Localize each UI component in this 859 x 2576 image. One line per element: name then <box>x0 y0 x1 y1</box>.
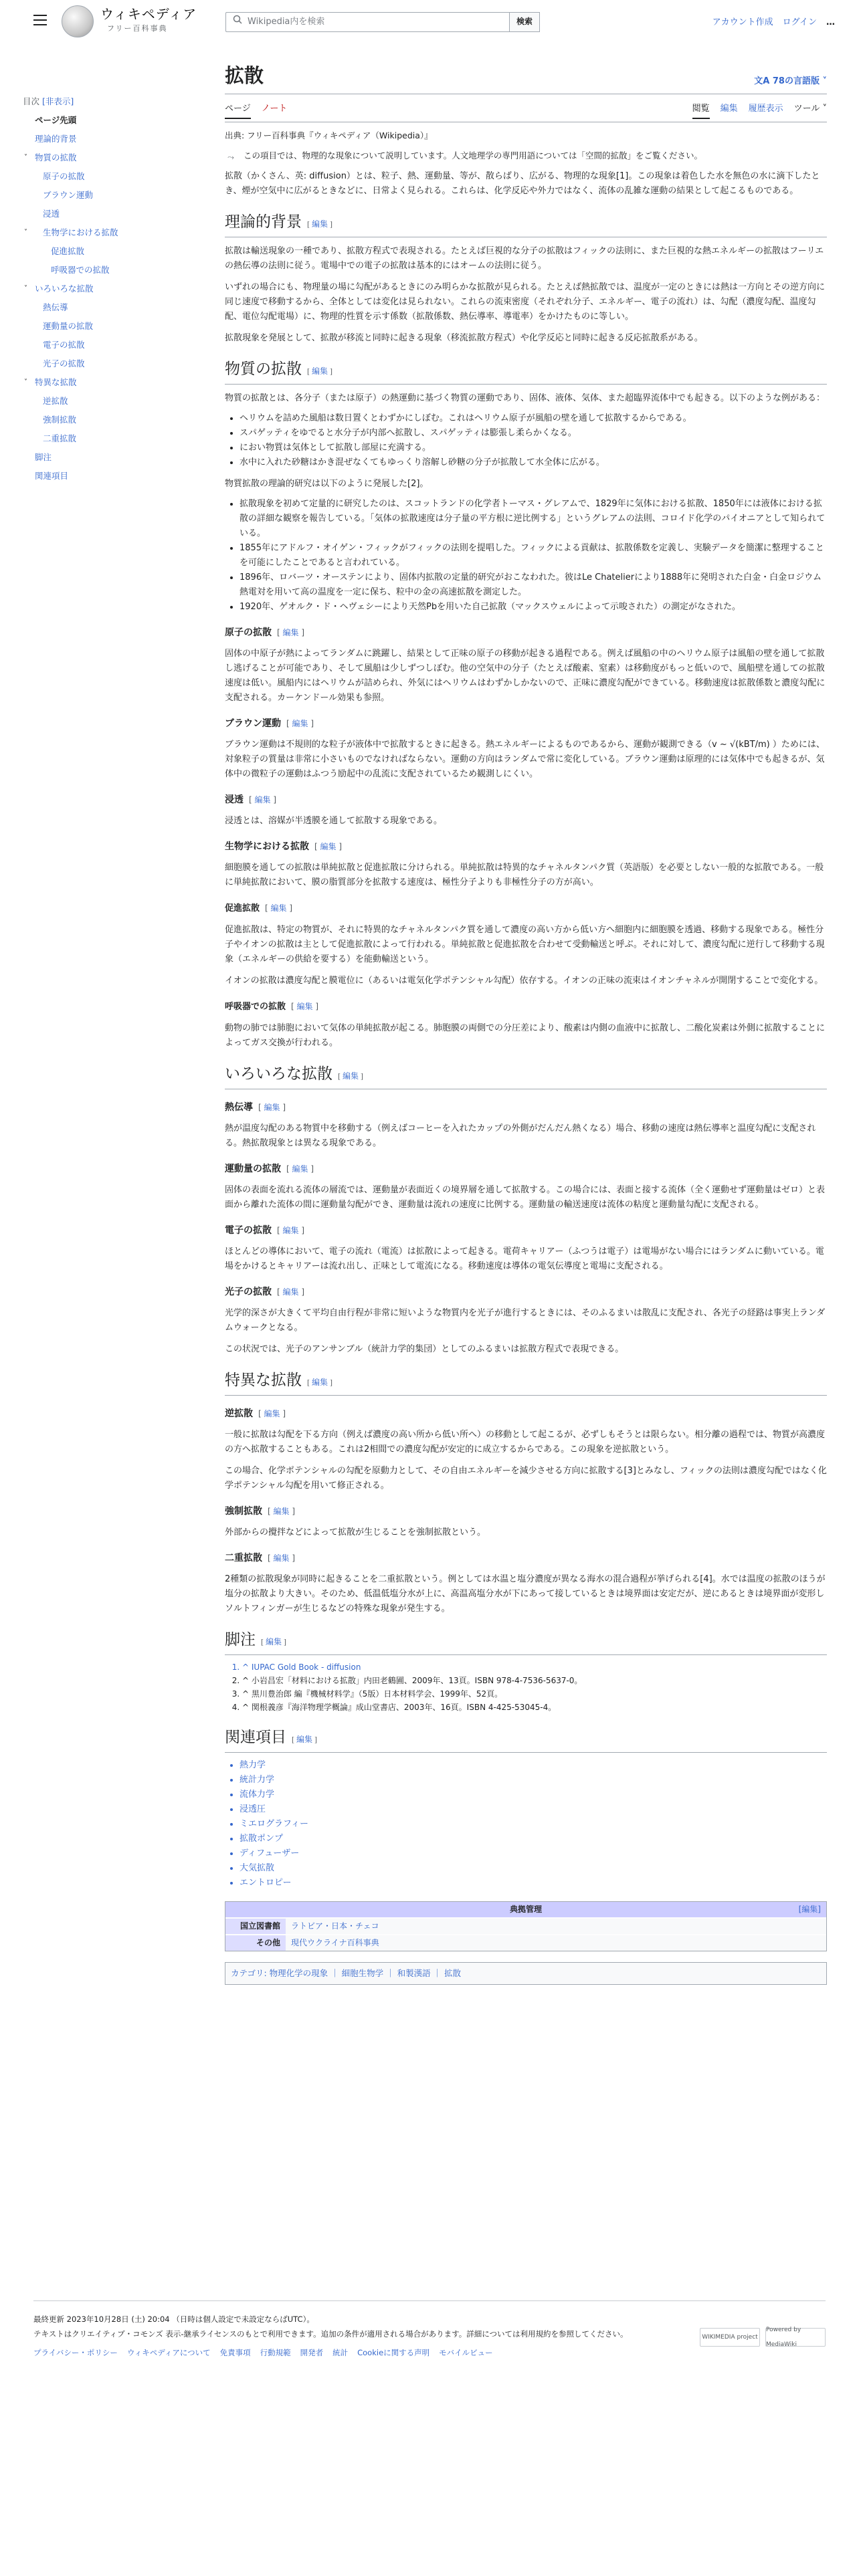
related-link[interactable]: • エントロピー <box>240 1876 827 1891</box>
paragraph: 固体の表面を流れる流体の層流では、運動量が表面近くの境界層を通して拡散する。この場合には、表面と接する流体（全く運動せず運動量はゼロ）と表面から離れた流体の間に運動量勾配ができ、運動量は流れの速度に比例する。運動量の輸送速度は流体の粘度と運動量勾配に支配される。 <box>225 1184 826 1210</box>
toc-item-label: 電子の拡散 <box>43 340 85 350</box>
paragraph: 熱が温度勾配のある物質中を移動する（例えばコーヒーを入れたカップの外側がだんだん熱くなる）場合、移動の速度は熱伝導率と温度勾配に支配される。熱拡散現象とは異なる現象である。 <box>225 1123 816 1148</box>
related-link[interactable]: • ミエログラフィー <box>240 1817 827 1832</box>
paragraph: 光学的深さが大きくて平均自由行程が非常に短いような物質内を光子が進行するときには、そのふるまいは散乱に支配され、各光子の経路は事実上ランダムウォークとなる。 <box>225 1307 826 1333</box>
list-item: • ヘリウムを詰めた風船は数日置くとわずかにしぼむ。これはヘリウム原子が風船の壁を通して拡散するからである。 <box>240 411 827 426</box>
page-title: 拡散 文A 78の言語版 ˅ <box>225 64 827 94</box>
toc-hide-link[interactable]: [非表示] <box>42 96 74 106</box>
section-edit-link[interactable]: 編集 <box>266 1636 282 1646</box>
footer-link[interactable]: 行動規範 <box>260 2348 291 2357</box>
toc-list <box>23 111 177 486</box>
login-link[interactable]: ログイン <box>782 17 817 27</box>
toc-item[interactable] <box>23 280 177 298</box>
section-edit-link[interactable]: 編集 <box>343 1071 359 1081</box>
subsection-heading: 原子の拡散 [ 編集 ] <box>225 627 305 638</box>
navbox-row: その他 現代ウクライナ百科事典 <box>225 1934 826 1951</box>
toc-item[interactable] <box>23 130 177 148</box>
examples-list <box>240 411 827 470</box>
table-of-contents <box>23 92 177 486</box>
footer-link[interactable]: ウィキペディアについて <box>126 2348 211 2357</box>
paragraph: 拡散は輸送現象の一種であり、拡散方程式で表現される。たとえば巨視的な分子の拡散はフィックの法則に、また巨視的な熱エネルギーの拡散はフーリエの熱伝導の法則に従う。電場中での電子の拡散は基本的にはオームの法則に従う。 <box>225 245 824 271</box>
toc-item[interactable] <box>23 336 177 354</box>
toc-item[interactable] <box>23 298 177 317</box>
tab-read[interactable]: 閲覧 <box>692 102 710 119</box>
toc-item-label: 熱伝導 <box>43 302 68 312</box>
create-account-link[interactable]: アカウント作成 <box>712 17 773 27</box>
toc-item-label: 理論的背景 <box>35 134 77 144</box>
toc-heading: 目次 [非表示] <box>23 96 74 106</box>
subsection-heading: 電子の拡散 [ 編集 ] <box>225 1224 305 1236</box>
toc-item-label: 脚注 <box>35 452 52 462</box>
paragraph: 2種類の拡散現象が同時に起きることを二重拡散という。例としては水温と塩分濃度が異なる海水の混合過程が挙げられる[4]。水では温度の拡散のほうが塩分の拡散より大きい。そのため、低温低塩分水が上に、高温高塩分水が下にあって接しているときは境界面は安定だが、逆にあるときは境界面が変形しソルトフィンガーが生じるなどの特殊な現象が発生する。 <box>225 1574 826 1614</box>
related-link[interactable]: • ディフューザー <box>240 1846 827 1861</box>
wikimedia-badge[interactable]: WIKIMEDIA project <box>700 2328 760 2347</box>
paragraph: 固体の中原子が熱によってランダムに跳躍し、結果として正味の原子の移動が起きる過程である。例えば風船の中のヘリウム原子は風船の壁を通して拡散し逃げることが可能であり、そして風船は少しずつしぼむ。他の空気中の分子（たとえば酸素、窒素）は移動度がもっと低いので、風船壁を通しての拡散速度は低い。風船内にはヘリウムが詰められ、外気にはヘリウムはわずかしかないので、正味に濃度勾配ができている。移動速度は拡散係数と濃度勾配に支配される。カーケンドール効果も参照。 <box>225 648 826 703</box>
subsection-heading: 促進拡散 [ 編集 ] <box>225 903 293 914</box>
navbox-edit-link[interactable]: [編集] <box>798 1904 821 1914</box>
personal-tools <box>712 16 835 30</box>
subsection-heading: 二重拡散 [ 編集 ] <box>225 1552 296 1564</box>
search-form <box>225 12 540 32</box>
reference-item: 3. ^ 黒川豊治郎 編『機械材料学』（5版）日本材料学会、1999年、52頁。 <box>242 1687 827 1701</box>
related-link[interactable]: • 流体力学 <box>240 1788 827 1802</box>
section-edit-link[interactable]: 編集 <box>312 219 328 229</box>
toc-item[interactable] <box>23 186 177 205</box>
toc-item-label: 浸透 <box>43 209 60 219</box>
section-edit-link[interactable]: 編集 <box>273 1553 290 1563</box>
chevron-down-icon[interactable]: ˅ <box>24 285 27 292</box>
reference-item: 4. ^ 関根義彦『海洋物理学概論』成山堂書店、2003年、16頁。ISBN 4-425-53045-4。 <box>242 1701 827 1714</box>
toc-item[interactable] <box>23 317 177 336</box>
disambiguation-icon: ⤳ <box>227 151 235 162</box>
toc-item-label: 二重拡散 <box>43 433 77 443</box>
license-text: テキストはクリエイティブ・コモンズ 表示-継承ライセンスのもとで利用できます。追加の条件が適用される場合があります。詳細については利用規約を参照してください。 <box>33 2329 628 2339</box>
paragraph: この場合、化学ポテンシャルの勾配を原動力として、その自由エネルギーを減少させる方向に拡散する[3]とみなし、フィックの法則は濃度勾配ではなく化学ポテンシャル勾配を用いて修正される。 <box>225 1465 827 1491</box>
toc-item[interactable] <box>23 448 177 467</box>
toc-item[interactable] <box>23 411 177 429</box>
subsection-heading: 熱伝導 [ 編集 ] <box>225 1101 286 1113</box>
footer-links <box>33 2345 826 2360</box>
related-link[interactable]: • 熱力学 <box>240 1758 827 1773</box>
tab-edit[interactable]: 編集 <box>720 104 738 114</box>
tab-page[interactable]: ページ <box>225 102 251 119</box>
paragraph: 細胞膜を通しての拡散は単純拡散と促進拡散に分けられる。単純拡散は特異的なチャネルタンパク質（英語版）を必要としない一般的な拡散である。一般に単純拡散において、膜の脂質部分を拡散する速度は、極性分子よりも非極性分子の方が高い。 <box>225 862 824 887</box>
search-placeholder: Wikipedia内を検索 <box>248 16 325 27</box>
intro-paragraph: 拡散（かくさん、英: diffusion）とは、粒子、熱、運動量、等が、散らばり、広がる、物理的な現象[1]。この現象は着色した水を無色の水に滴下したとき、煙が空気中に広がるときなどに、日常よく見られる。これらは、化学反応や外力ではなく、流体の乱雑な運動の結果として起こるものである。 <box>225 171 820 196</box>
section-edit-link[interactable]: 編集 <box>292 1164 308 1174</box>
section-edit-link[interactable]: 編集 <box>282 1225 299 1235</box>
reference-item: 2. ^ 小岩昌宏「材料における拡散」内田老鶴圃、2009年、13頁。ISBN 978-4-7536-5637-0。 <box>242 1674 827 1687</box>
footer-badges <box>700 2328 826 2347</box>
site-title[interactable]: ウィキペディア <box>100 6 197 22</box>
paragraph: 物質拡散の理論的研究は以下のように発展した[2]。 <box>225 478 429 489</box>
search-button[interactable]: 検索 <box>509 12 540 32</box>
section-edit-link[interactable]: 編集 <box>264 1102 280 1112</box>
tab-talk[interactable]: ノート <box>261 104 288 114</box>
list-item: • におい物質は気体として拡散し部屋に充満する。 <box>240 441 827 455</box>
subsection-heading: 呼吸器での拡散 [ 編集 ] <box>225 1001 319 1012</box>
toc-item[interactable] <box>23 354 177 373</box>
toc-item[interactable] <box>23 223 177 242</box>
subsection-heading: 光子の拡散 [ 編集 ] <box>225 1286 305 1297</box>
last-modified: 最終更新 2023年10月28日 (土) 20:04 （日時は個人設定で未設定ならばUTC）。 <box>33 2315 314 2324</box>
main-menu-icon[interactable] <box>33 15 47 25</box>
toc-item[interactable] <box>23 392 177 411</box>
reference-item[interactable]: 1. ^ IUPAC Gold Book - diffusion <box>242 1660 827 1674</box>
toc-item[interactable] <box>23 429 177 448</box>
section-edit-link[interactable]: 編集 <box>296 1001 313 1011</box>
subsection-heading: 運動量の拡散 [ 編集 ] <box>225 1163 314 1174</box>
list-item: • 拡散現象を初めて定量的に研究したのは、スコットランドの化学者トーマス・グレアムで、1829年に気体における拡散、1850年には液体における拡散の詳細な観察を報告している。「気体の拡散速度は分子量の平方根に逆比例する」というグレアムの法則、コロイド化学のパイオニアとして知られている。 <box>240 497 827 541</box>
toc-item-label: 光子の拡散 <box>43 358 85 368</box>
toc-item-label: 関連項目 <box>35 471 69 481</box>
language-button[interactable]: 文A 78の言語版 ˅ <box>754 76 827 86</box>
history-list <box>240 497 827 615</box>
subsection-heading: 強制拡散 [ 編集 ] <box>225 1505 296 1517</box>
subsection-heading: 生物学における拡散 [ 編集 ] <box>225 841 343 852</box>
paragraph: この状況では、光子のアンサンブル（統計力学的集団）としてのふるまいは拡散方程式で表現できる。 <box>225 1344 624 1354</box>
toc-item-label: 逆拡散 <box>43 396 68 406</box>
section-heading: 脚注 [ 編集 ] <box>225 1630 827 1655</box>
section-edit-link[interactable]: 編集 <box>264 1408 280 1418</box>
section-edit-link[interactable]: 編集 <box>312 366 328 376</box>
toc-item-label: いろいろな拡散 <box>35 284 94 294</box>
search-icon <box>233 15 242 29</box>
related-list <box>240 1758 827 1891</box>
toc-item-label: 促進拡散 <box>51 246 85 256</box>
section-edit-link[interactable]: 編集 <box>296 1734 313 1744</box>
more-options-icon[interactable]: … <box>826 17 835 27</box>
toc-item[interactable] <box>23 205 177 223</box>
authority-control-navbox <box>225 1901 827 1952</box>
paragraph: ほとんどの導体において、電子の流れ（電流）は拡散によって起きる。電荷キャリアー（ふつうは電子）は電場がない場合にはランダムに動いている。電場をかけるとキャリアーは流れ出し、正味として電流になる。移動速度は導体の電気伝導度と電場に支配される。 <box>225 1246 824 1271</box>
toc-item[interactable] <box>23 111 177 130</box>
list-item: • 1896年、ロバーツ・オーステンにより、固体内拡散の定量的研究がおこなわれた。彼はLe Chatelierにより1888年に発明された白金・白金ロジウム熱電対を用いて高の温度を一定に保ち、粒中の金の高速拡散を測定した。 <box>240 570 827 600</box>
footer-link[interactable]: 統計 <box>332 2348 349 2357</box>
footer-link[interactable]: 開発者 <box>300 2348 324 2357</box>
paragraph: 促進拡散は、特定の物質が、それに特異的なチャネルタンパク質を通して濃度の高い方から低い方へ細胞内に細胞膜を透過、移動する現象である。極性分子やイオンの拡散は主として促進拡散によって行われる。単純拡散と促進拡散を合わせて受動輸送と呼ぶ。それに対して、濃度勾配に逆行して移動する現象（エネルギーの供給を要する）を能動輸送という。 <box>225 924 825 964</box>
navbox-title: 典拠管理 [編集] <box>225 1902 826 1917</box>
section-edit-link[interactable]: 編集 <box>312 1377 328 1387</box>
site-tagline: フリー百科事典 <box>107 24 168 33</box>
section-edit-link[interactable]: 編集 <box>273 1506 290 1516</box>
paragraph: 一般に拡散は勾配を下る方向（例えば濃度の高い所から低い所へ）の移動として起こるが、必ずしもそうとは限らない。相分離の過程では、物質が高濃度の方へ拡散することもある。これは2相間での濃度勾配が安定的に成立するからである。この現象を逆拡散という。 <box>225 1429 826 1455</box>
toc-item-label: 物質の拡散 <box>35 152 77 163</box>
chevron-down-icon[interactable]: ˅ <box>24 229 27 236</box>
toc-item-label: ブラウン運動 <box>43 190 94 200</box>
toc-item-label: 呼吸器での拡散 <box>51 265 110 275</box>
navbox-row: 国立図書館 ラトビア・日本・チェコ <box>225 1917 826 1934</box>
toc-item[interactable] <box>23 167 177 186</box>
footer-link[interactable]: 免責事項 <box>219 2348 251 2357</box>
references-list <box>242 1660 827 1714</box>
wikipedia-logo-icon[interactable] <box>62 5 94 37</box>
section-heading: いろいろな拡散 [ 編集 ] <box>225 1064 827 1089</box>
search-input[interactable] <box>225 12 509 32</box>
section-heading: 理論的背景 [ 編集 ] <box>225 212 827 237</box>
toc-item[interactable] <box>23 467 177 486</box>
tab-tools[interactable]: ツール ˅ <box>793 104 827 114</box>
related-link[interactable]: • 拡散ポンプ <box>240 1832 827 1846</box>
list-item: • スパゲッティをゆでると水分子が内部へ拡散し、スパゲッティは膨張し柔らかくなる。 <box>240 426 827 441</box>
related-link[interactable]: • 統計力学 <box>240 1773 827 1788</box>
section-edit-link[interactable]: 編集 <box>282 1287 299 1297</box>
footer-link[interactable]: Cookieに関する声明 <box>357 2348 430 2357</box>
list-item: • 水中に入れた砂糖はかき混ぜなくてもゆっくり溶解し砂糖の分子が拡散して水全体に広がる。 <box>240 455 827 470</box>
toc-item[interactable] <box>23 261 177 280</box>
section-heading: 関連項目 [ 編集 ] <box>225 1727 827 1753</box>
toc-item[interactable] <box>23 242 177 261</box>
section-edit-link[interactable]: 編集 <box>270 903 287 913</box>
subsection-heading: 浸透 [ 編集 ] <box>225 794 277 805</box>
list-item: • 1920年、ゲオルク・ド・ヘヴェシーにより天然Pbを用いた自己拡散（マックスウェルによって示唆された）の測定がなされた。 <box>240 600 827 615</box>
paragraph: いずれの場合にも、物理量の場に勾配があるときにのみ明らかな拡散が見られる。たとえば熱拡散では、温度が一定のときには熱は一方向とその逆方向に同じ速度で移動するから、全体としては変化は見られない。これらの流束密度（それぞれ分子、エネルギー、電子の流れ）は、勾配（濃度勾配、温度勾配、電位勾配電場）に、物理的性質を示す係数（拡散係数、熱伝導率、導電率）をかけたものに等しい。 <box>225 282 826 322</box>
section-edit-link[interactable]: 編集 <box>254 794 271 804</box>
category-links[interactable]: カテゴリ: 物理化学の現象 ｜ 細胞生物学 ｜ 和製漢語 ｜ 拡散 <box>225 1962 827 1985</box>
paragraph: 物質の拡散とは、各分子（または原子）の熱運動に基づく物質の運動であり、固体、液体、気体、また超臨界流体中でも起きる。以下のような例がある： <box>225 393 826 403</box>
paragraph: ブラウン運動は不規則的な粒子が液体中で拡散するときに起きる。熱エネルギーによるものであるから、運動が観測できる（v ~ √(kBT/m) ）ためには、対象粒子の質量は非常に小さいものでなければならない。運動の方向はランダムで常に変化している。ブラウン運動は原理的には気体中でも起きるが、気体中の微粒子の運動はふつう励起中の乱流に支配されているため観測しにくい。 <box>225 739 825 779</box>
paragraph: 動物の肺では肺胞において気体の単純拡散が起こる。肺胞膜の両側での分圧差により、酸素は内側の血液中に拡散し、二酸化炭素は外側に拡散することによってガス交換が行われる。 <box>225 1023 826 1048</box>
toc-item-label: 原子の拡散 <box>43 171 85 181</box>
toc-item[interactable] <box>23 148 177 167</box>
view-tabs <box>692 102 827 119</box>
related-link[interactable]: • 大気拡散 <box>240 1861 827 1876</box>
paragraph: イオンの拡散は濃度勾配と膜電位に（あるいは電気化学ポテンシャル勾配）依存する。イオンの正味の流束はイオンチャネルが開閉することで変化する。 <box>225 975 824 986</box>
paragraph: 外部からの攪拌などによって拡散が生じることを強制拡散という。 <box>225 1527 486 1537</box>
toc-item-label: 運動量の拡散 <box>43 321 94 331</box>
page-footer <box>33 2300 826 2360</box>
namespace-tabs <box>225 102 287 119</box>
toc-item-label: 強制拡散 <box>43 415 77 425</box>
toc-item-label: 特異な拡散 <box>35 377 77 387</box>
footer-link[interactable]: プライバシー・ポリシー <box>33 2348 118 2357</box>
hatnote: ⤳ この項目では、物理的な現象について説明しています。人文地理学の専門用語については「空間的拡散」をご覧ください。 <box>225 149 827 163</box>
site-header <box>0 0 859 44</box>
section-edit-link[interactable]: 編集 <box>292 718 308 728</box>
footer-link[interactable]: モバイルビュー <box>439 2348 493 2357</box>
paragraph: 浸透とは、溶媒が半透膜を通して拡散する現象である。 <box>225 815 443 826</box>
article-content <box>225 64 827 1985</box>
toc-item-label: 生物学における拡散 <box>43 227 118 237</box>
page-tabs <box>225 102 827 122</box>
toc-item-label: ページ先頭 <box>35 115 77 125</box>
section-edit-link[interactable]: 編集 <box>282 627 299 637</box>
tab-history[interactable]: 履歴表示 <box>748 104 783 114</box>
paragraph: 拡散現象を発展として、拡散が移流と同時に起きる現象（移流拡散方程式）や化学反応と同時に起きる反応拡散系がある。 <box>225 332 703 343</box>
site-sub: 出典: フリー百科事典『ウィキペディア（Wikipedia）』 <box>225 130 433 140</box>
chevron-down-icon[interactable]: ˅ <box>24 379 27 386</box>
chevron-down-icon[interactable]: ˅ <box>24 154 27 161</box>
related-link[interactable]: • 浸透圧 <box>240 1802 827 1817</box>
subsection-heading: 逆拡散 [ 編集 ] <box>225 1408 286 1419</box>
section-edit-link[interactable]: 編集 <box>320 841 337 851</box>
section-heading: 特異な拡散 [ 編集 ] <box>225 1370 827 1396</box>
mediawiki-badge[interactable]: Powered by MediaWiki <box>765 2328 826 2347</box>
toc-item[interactable] <box>23 373 177 392</box>
section-heading: 物質の拡散 [ 編集 ] <box>225 359 827 385</box>
list-item: • 1855年にアドルフ・オイゲン・フィックがフィックの法則を提唱した。フィックによる貢献は、拡散係数を定義し、実験データを簡潔に整理することを可能にしたことであると言われている。 <box>240 541 827 570</box>
subsection-heading: ブラウン運動 [ 編集 ] <box>225 718 314 729</box>
